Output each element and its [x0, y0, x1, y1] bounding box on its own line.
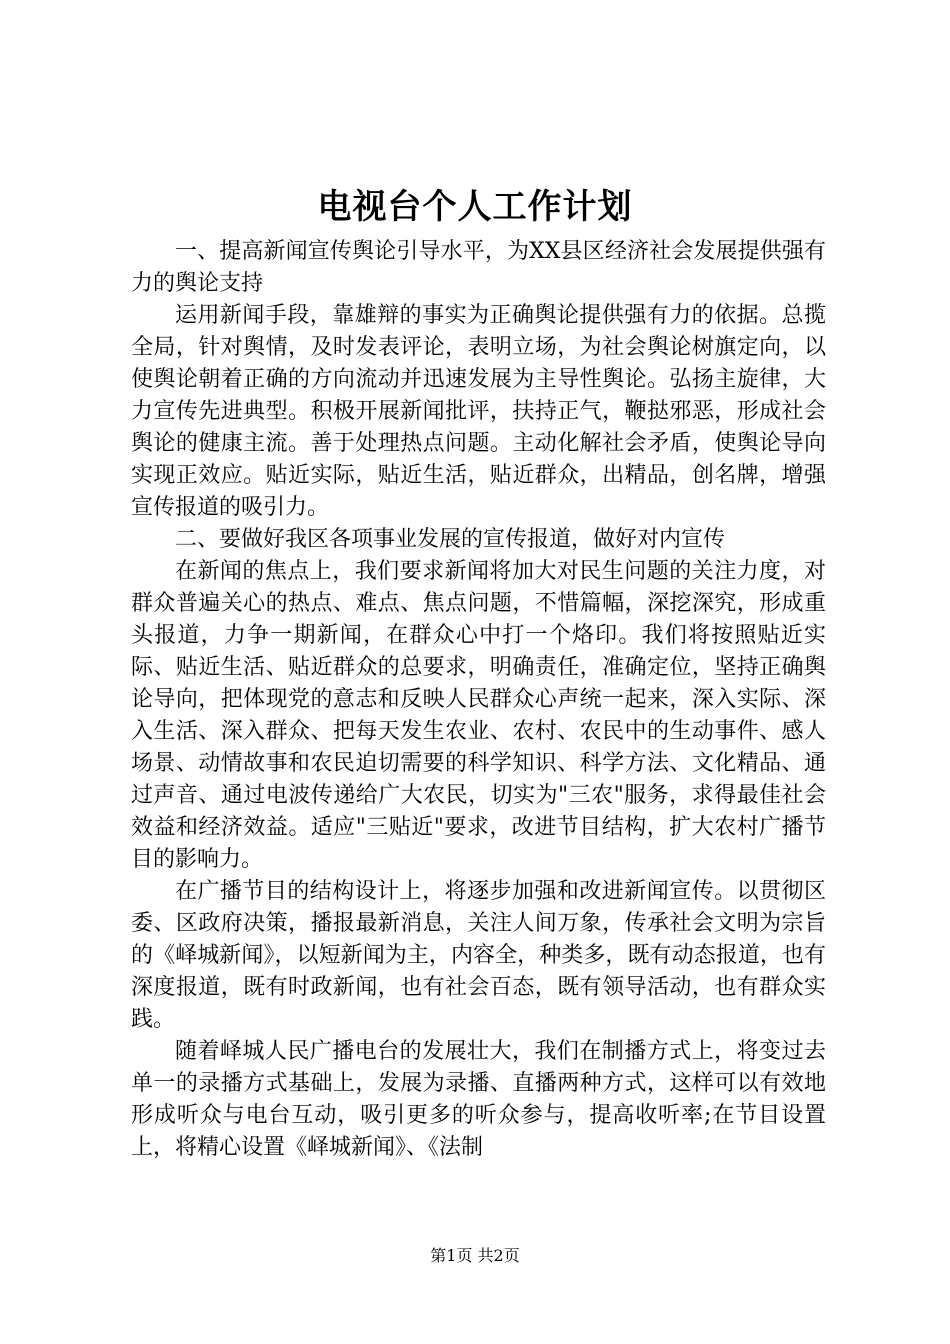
paragraph-section-two-heading: 二、要做好我区各项事业发展的宣传报道，做好对内宣传 [175, 527, 726, 552]
paragraph-section-one-heading: 一、提高新闻宣传舆论引导水平，为XX县区经济社会发展提供强有力的舆论支持 [131, 239, 826, 296]
document-title: 电视台个人工作计划 [317, 187, 633, 227]
paragraph: 随着峄城人民广播电台的发展壮大，我们在制播方式上，将变过去单一的录播方式基础上，发展为录播、直播两种方式，这样可以有效地形成听众与电台互动，吸引更多的听众参与，提高收听率;在节目设置上，将精心设置《峄城新闻》、《法制 [131, 1039, 826, 1160]
paragraph: 运用新闻手段，靠雄辩的事实为正确舆论提供强有力的依据。总揽全局，针对舆情，及时发表评论，表明立场，为社会舆论树旗定向，以使舆论朝着正确的方向流动并迅速发展为主导性舆论。弘扬主旋律，大力宣传先进典型。积极开展新闻批评，扶持正气，鞭挞邪恶，形成社会舆论的健康主流。善于处理热点问题。主动化解社会矛盾，使舆论导向实现正效应。贴近实际，贴近生活，贴近群众，出精品，创名牌，增强宣传报道的吸引力。 [131, 303, 826, 520]
document-body [131, 236, 826, 1164]
paragraph: 在新闻的焦点上，我们要求新闻将加大对民生问题的关注力度，对群众普遍关心的热点、难点、焦点问题，不惜篇幅，深挖深究，形成重头报道，力争一期新闻，在群众心中打一个烙印。我们将按照贴近实际、贴近生活、贴近群众的总要求，明确责任，准确定位，坚持正确舆论导向，把体现党的意志和反映人民群众心声统一起来，深入实际、深入生活、深入群众、把每天发生农业、农村、农民中的生动事件、感人场景、动情故事和农民迫切需要的科学知识、科学方法、文化精品、通过声音、通过电波传递给广大农民，切实为"三农"服务，求得最佳社会效益和经济效益。适应"三贴近"要求，改进节目结构，扩大农村广播节目的影响力。 [131, 559, 826, 872]
paragraph: 在广播节目的结构设计上，将逐步加强和改进新闻宣传。以贯彻区委、区政府决策，播报最新消息，关注人间万象，传承社会文明为宗旨的《峄城新闻》，以短新闻为主，内容全，种类多，既有动态报道，也有深度报道，既有时政新闻，也有社会百态，既有领导活动，也有群众实践。 [131, 879, 826, 1032]
page-footer: 第1页 共2页 [430, 1246, 520, 1265]
